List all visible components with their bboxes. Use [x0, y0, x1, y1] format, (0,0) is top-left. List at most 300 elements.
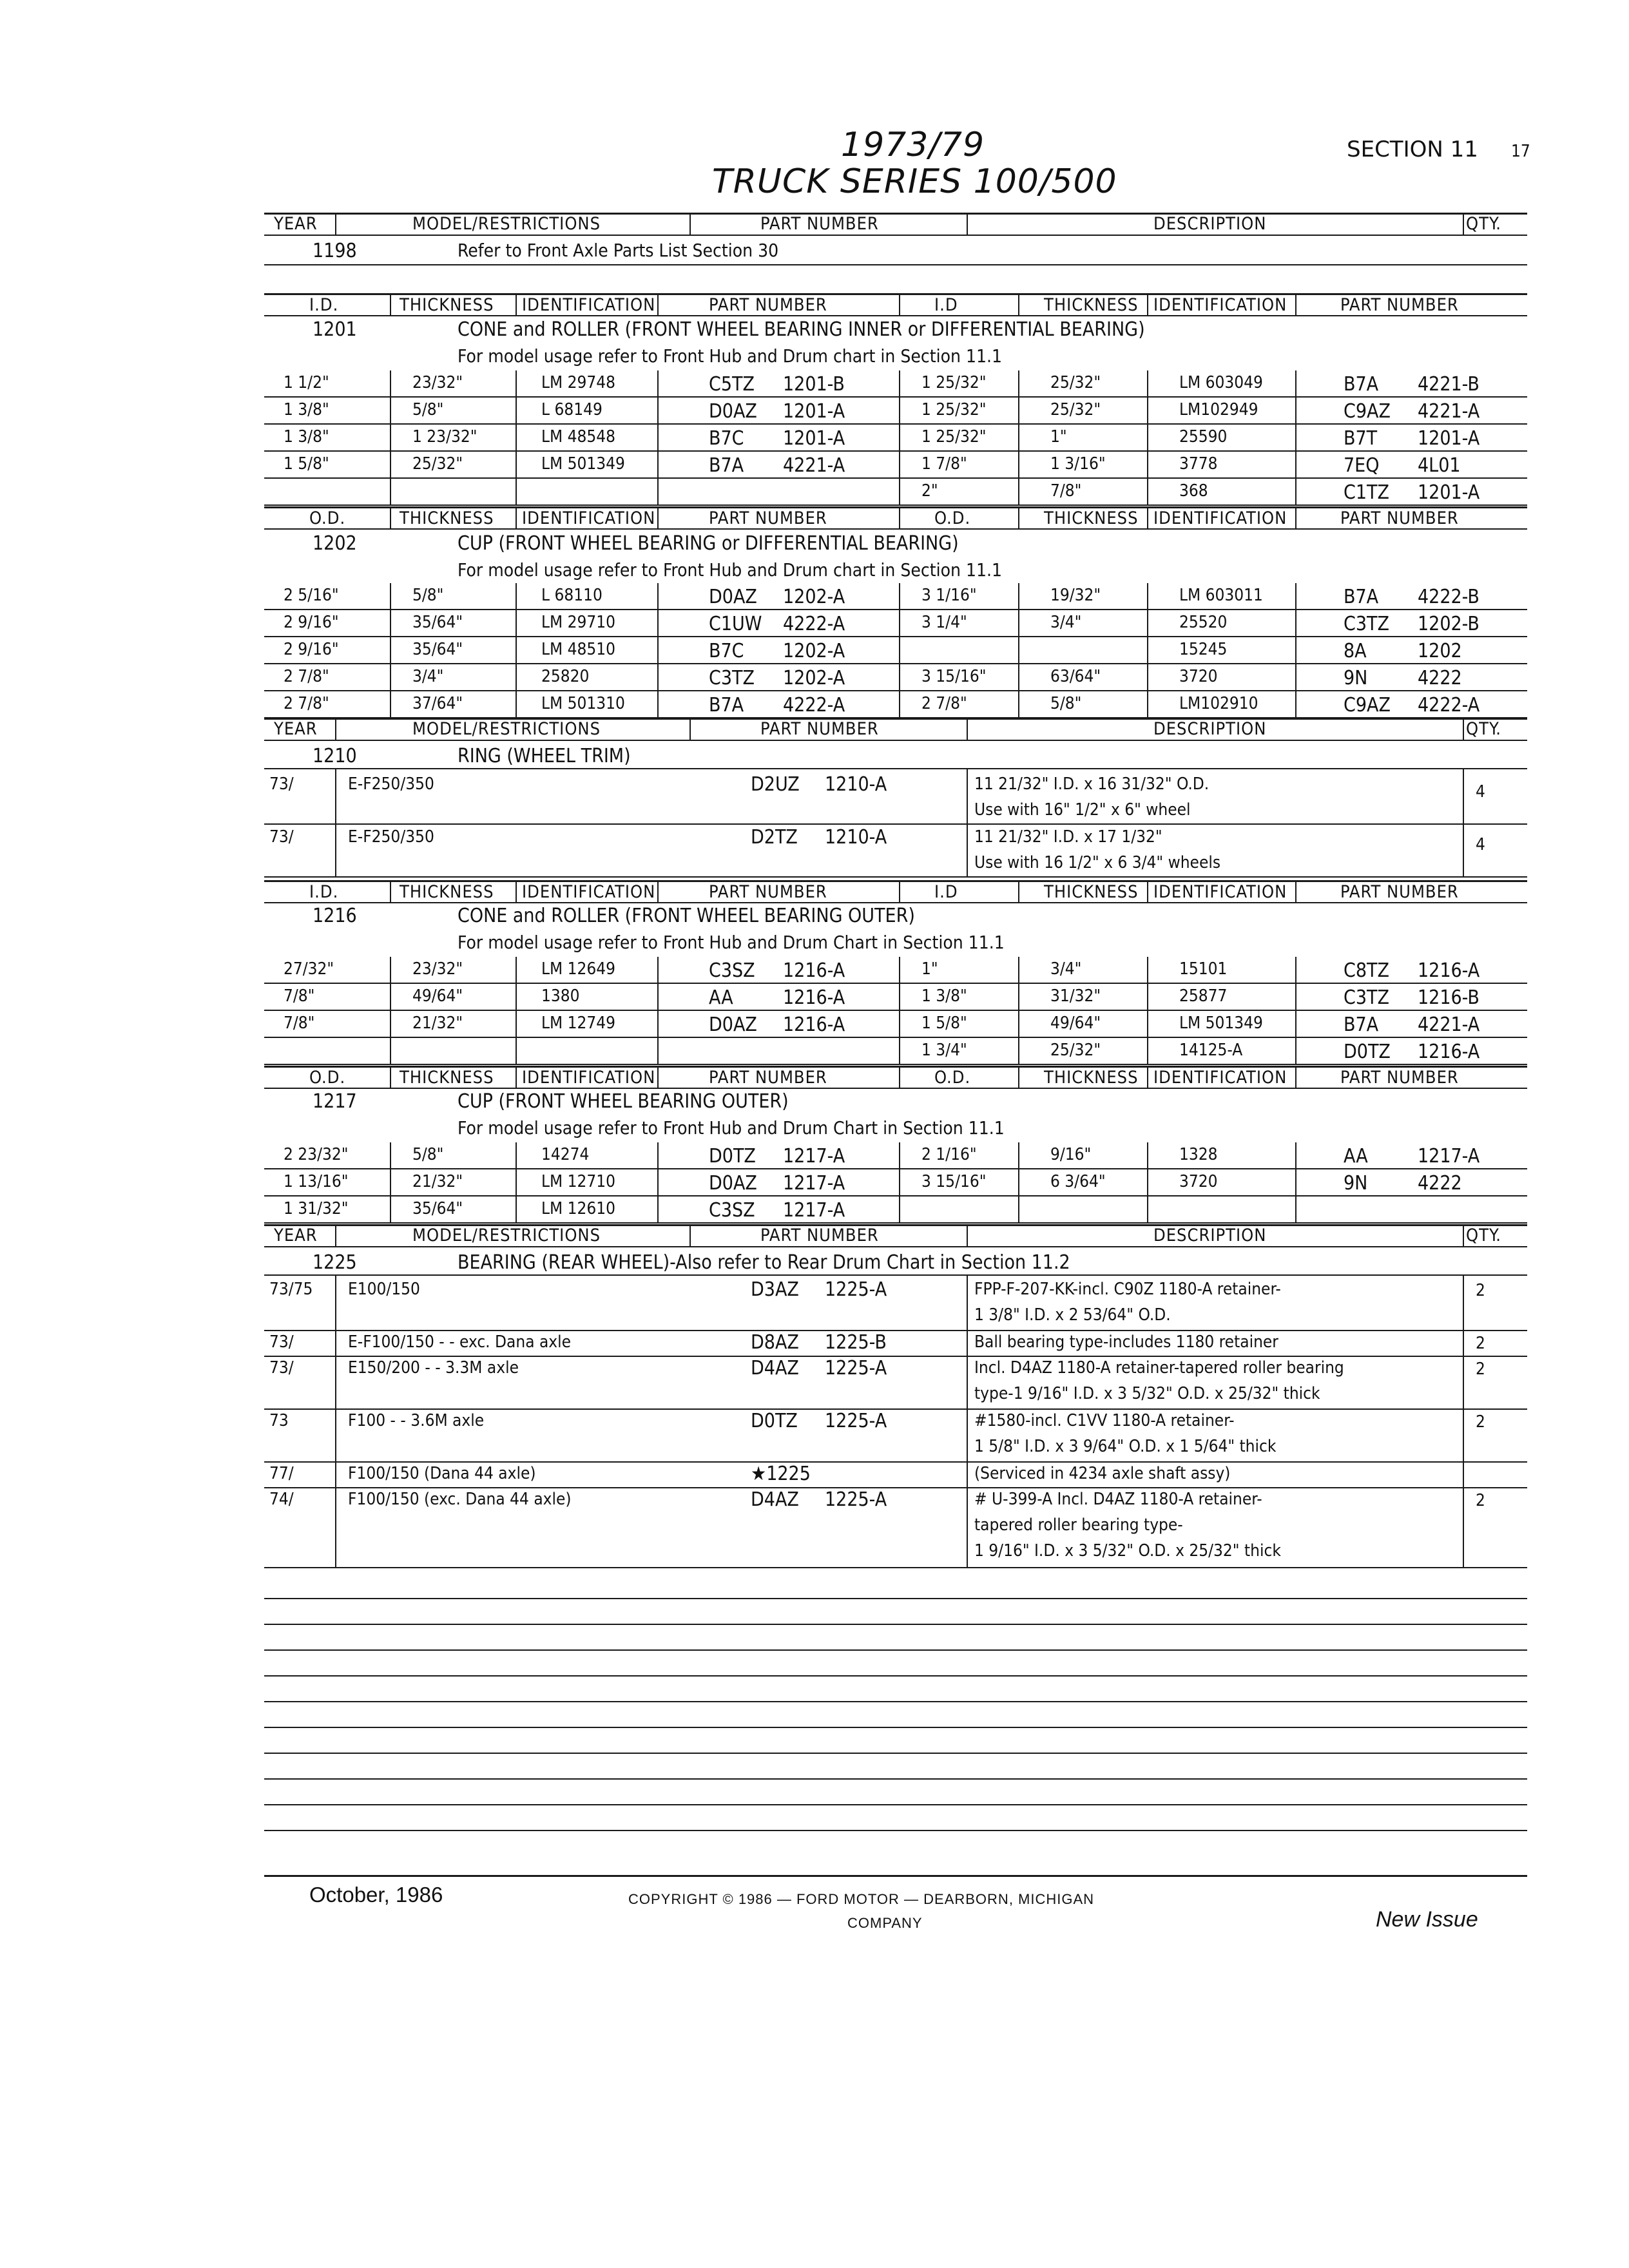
- description-line: 1 3/8" I.D. x 2 53/64" O.D.: [974, 1305, 1171, 1325]
- table-row: [264, 876, 1527, 878]
- bearing-cell: 1201-B: [783, 373, 845, 396]
- header-part-number: PART NUMBER: [760, 1225, 879, 1245]
- part-prefix: D2TZ: [751, 826, 798, 849]
- header-model: MODEL/RESTRICTIONS: [412, 1225, 601, 1245]
- qty-cell: 4: [1476, 835, 1485, 854]
- rule: [264, 1274, 1527, 1276]
- header-qty: QTY.: [1466, 1225, 1502, 1245]
- qty-cell: 4: [1476, 782, 1485, 802]
- bearing-cell: 1 13/16": [284, 1172, 349, 1191]
- bearing-cell: 9N: [1344, 1172, 1368, 1195]
- part-prefix: D2UZ: [751, 773, 800, 796]
- header-rule-bottom: [264, 235, 1527, 236]
- bearing-cell: 1216-B: [1418, 986, 1480, 1009]
- header-qty: QTY.: [1466, 214, 1502, 234]
- bearing-header-c6: THICKNESS: [1044, 1068, 1139, 1088]
- bearing-header-c2: THICKNESS: [400, 882, 494, 902]
- qty-cell: 2: [1476, 1281, 1485, 1300]
- bearing-header-c4: PART NUMBER: [709, 295, 827, 315]
- bearing-cell: LM102949: [1179, 400, 1258, 419]
- bearing-cell: 1216-A: [783, 986, 845, 1009]
- bearing-cell: 4L01: [1418, 454, 1461, 477]
- header-part-number: PART NUMBER: [760, 214, 879, 234]
- bearing-cell: AA: [709, 986, 733, 1009]
- table-row: [264, 1222, 1527, 1224]
- bearing-cell: 1380: [541, 986, 580, 1006]
- bearing-header-c3: IDENTIFICATION: [522, 295, 656, 315]
- bearing-cell: 1 3/8": [284, 427, 329, 447]
- bearing-header-c4: PART NUMBER: [709, 882, 827, 902]
- bearing-col-divider: [657, 1142, 659, 1224]
- bearing-cell: 1216-A: [783, 959, 845, 982]
- header-divider: [689, 1224, 691, 1246]
- bearing-col-divider: [1018, 583, 1019, 718]
- bearing-cell: 1 5/8": [921, 1014, 967, 1033]
- bearing-header-divider: [1295, 293, 1296, 315]
- footer-copyright: COPYRIGHT © 1986 — FORD MOTOR — DEARBORN, MICHIGAN: [628, 1891, 1095, 1907]
- bearing-header-divider: [657, 1066, 659, 1088]
- bearing-cell: 1201-A: [1418, 481, 1480, 504]
- bearing-cell: 9N: [1344, 667, 1368, 689]
- bearing-cell: LM 48510: [541, 640, 616, 659]
- bearing-cell: 25/32": [1050, 400, 1101, 419]
- bearing-header-divider: [390, 1066, 391, 1088]
- bearing-col-divider: [1295, 583, 1296, 718]
- blank-rule: [264, 1598, 1527, 1599]
- bearing-cell: 1328: [1179, 1145, 1218, 1164]
- bearing-header-c8: PART NUMBER: [1340, 295, 1459, 315]
- description-line: Use with 16 1/2" x 6 3/4" wheels: [974, 853, 1221, 872]
- bearing-cell: 3/4": [412, 667, 444, 686]
- bearing-cell: 31/32": [1050, 986, 1101, 1006]
- page-title-series: TRUCK SERIES 100/500: [712, 162, 1117, 201]
- bearing-cell: 25/32": [1050, 373, 1101, 392]
- header-divider: [335, 1224, 336, 1246]
- bearing-cell: D0AZ: [709, 586, 757, 608]
- bearing-cell: 5/8": [412, 400, 444, 419]
- bearing-cell: C3TZ: [1344, 613, 1389, 635]
- bearing-cell: 1216-A: [1418, 1041, 1480, 1063]
- bearing-cell: 35/64": [412, 640, 463, 659]
- group-number: 1216: [313, 905, 357, 927]
- bearing-col-divider: [1147, 957, 1148, 1065]
- bearing-header-rule-bottom: [264, 1088, 1527, 1089]
- year-cell: 73/: [269, 1358, 294, 1378]
- bearing-header-c7: IDENTIFICATION: [1153, 882, 1287, 902]
- bearing-col-divider: [516, 583, 517, 718]
- bearing-cell: 1201-A: [783, 427, 845, 450]
- blank-rule: [264, 1701, 1527, 1702]
- header-divider: [1463, 1224, 1464, 1246]
- bearing-cell: 3/4": [1050, 613, 1082, 632]
- bearing-header-divider: [899, 880, 900, 902]
- part-suffix: 1225-B: [825, 1331, 887, 1354]
- table-row: [264, 1356, 1527, 1357]
- part-prefix: D4AZ: [751, 1357, 799, 1379]
- bearing-header-c4: PART NUMBER: [709, 1068, 827, 1088]
- bearing-cell: B7C: [709, 427, 744, 450]
- bearing-cell: C3TZ: [709, 667, 755, 689]
- bearing-header-c5: I.D: [934, 295, 958, 315]
- bearing-col-divider: [899, 1142, 900, 1224]
- bearing-header-divider: [1018, 880, 1019, 902]
- group-number: 1202: [313, 532, 357, 555]
- part-suffix: 1225-A: [825, 1488, 887, 1511]
- bearing-col-divider: [516, 370, 517, 506]
- bearing-cell: 1201-A: [1418, 427, 1480, 450]
- model-cell: E-F250/350: [348, 827, 434, 847]
- column-divider: [1463, 768, 1464, 876]
- bearing-cell: 1217-A: [783, 1145, 845, 1168]
- bearing-header-divider: [899, 506, 900, 528]
- bearing-header-c5: O.D.: [934, 1068, 971, 1088]
- page-title-years: 1973/79: [841, 126, 985, 164]
- year-cell: 77/: [269, 1464, 294, 1483]
- bearing-cell: 8A: [1344, 640, 1367, 662]
- bearing-cell: 35/64": [412, 613, 463, 632]
- blank-rule: [264, 1830, 1527, 1831]
- bearing-header-c8: PART NUMBER: [1340, 508, 1459, 528]
- bearing-col-divider: [390, 583, 391, 718]
- qty-cell: 2: [1476, 1360, 1485, 1379]
- description-line: Ball bearing type-includes 1180 retainer: [974, 1332, 1278, 1352]
- bearing-cell: B7A: [709, 694, 744, 716]
- part-suffix: 1210-A: [825, 826, 887, 849]
- bearing-cell: 7/8": [1050, 481, 1082, 501]
- page-number: 17: [1511, 142, 1530, 161]
- column-divider: [967, 768, 968, 876]
- bearing-col-divider: [657, 957, 659, 1065]
- year-cell: 74/: [269, 1490, 294, 1509]
- bearing-cell: LM 501310: [541, 694, 625, 713]
- bearing-cell: 1 31/32": [284, 1199, 349, 1218]
- blank-rule: [264, 1649, 1527, 1651]
- bearing-cell: 15101: [1179, 959, 1228, 979]
- bearing-cell: 4221-A: [1418, 1014, 1480, 1036]
- bearing-header-c6: THICKNESS: [1044, 295, 1139, 315]
- description-line: tapered roller bearing type-: [974, 1515, 1183, 1535]
- bearing-cell: 21/32": [412, 1172, 463, 1191]
- part-suffix: 1225-A: [825, 1278, 887, 1301]
- group-number: 1225: [313, 1251, 357, 1274]
- description-line: 1 9/16" I.D. x 3 5/32" O.D. x 25/32" thick: [974, 1541, 1281, 1561]
- bearing-cell: 3720: [1179, 1172, 1218, 1191]
- bearing-cell: 7/8": [284, 1014, 315, 1033]
- rule: [264, 264, 1527, 265]
- bearing-col-divider: [1018, 1142, 1019, 1224]
- bearing-cell: 1": [1050, 427, 1067, 447]
- bearing-header-c3: IDENTIFICATION: [522, 508, 656, 528]
- bearing-cell: 1 3/4": [921, 1041, 967, 1060]
- bearing-header-divider: [1295, 506, 1296, 528]
- bearing-cell: LM 48548: [541, 427, 616, 447]
- bearing-cell: LM 12749: [541, 1014, 616, 1033]
- bearing-cell: 1": [921, 959, 938, 979]
- description-line: 11 21/32" I.D. x 16 31/32" O.D.: [974, 774, 1210, 794]
- qty-cell: 2: [1476, 1491, 1485, 1510]
- year-cell: 73: [269, 1411, 289, 1430]
- bearing-cell: 15245: [1179, 640, 1228, 659]
- model-cell: F100 - - 3.6M axle: [348, 1411, 485, 1430]
- footer-copyright-company: COMPANY: [847, 1915, 923, 1931]
- bearing-cell: 21/32": [412, 1014, 463, 1033]
- bearing-cell: LM 603011: [1179, 586, 1263, 605]
- bearing-header-divider: [1147, 1066, 1148, 1088]
- bearing-header-c2: THICKNESS: [400, 508, 494, 528]
- bearing-cell: 368: [1179, 481, 1208, 501]
- bearing-cell: LM 603049: [1179, 373, 1263, 392]
- bearing-cell: C8TZ: [1344, 959, 1389, 982]
- bearing-cell: 4222: [1418, 1172, 1462, 1195]
- bearing-cell: D0TZ: [709, 1145, 756, 1168]
- bearing-col-divider: [1147, 1142, 1148, 1224]
- bearing-cell: 49/64": [1050, 1014, 1101, 1033]
- qty-cell: 2: [1476, 1412, 1485, 1432]
- column-divider: [335, 1274, 336, 1567]
- header-divider: [967, 213, 968, 235]
- bearing-cell: B7A: [709, 454, 744, 477]
- bearing-header-divider: [390, 506, 391, 528]
- bearing-cell: 25877: [1179, 986, 1228, 1006]
- bearing-cell: LM 12649: [541, 959, 616, 979]
- bearing-col-divider: [899, 583, 900, 718]
- bearing-col-divider: [390, 1142, 391, 1224]
- header-divider: [335, 213, 336, 235]
- bearing-cell: 2 7/8": [284, 694, 329, 713]
- description-line: 1 5/8" I.D. x 3 9/64" O.D. x 1 5/64" thick: [974, 1437, 1277, 1456]
- bearing-cell: 1 25/32": [921, 400, 987, 419]
- bearing-cell: 1202-B: [1418, 613, 1480, 635]
- bearing-cell: 3720: [1179, 667, 1218, 686]
- year-cell: 73/: [269, 774, 294, 794]
- bearing-cell: 1 3/8": [921, 986, 967, 1006]
- bearing-cell: 1202-A: [783, 586, 845, 608]
- table-row: [264, 1010, 1527, 1011]
- bearing-cell: C1TZ: [1344, 481, 1389, 504]
- bearing-cell: LM 29710: [541, 613, 616, 632]
- table-row: [264, 1461, 1527, 1463]
- bearing-cell: 7EQ: [1344, 454, 1380, 477]
- bearing-header-rule-bottom: [264, 528, 1527, 530]
- bearing-cell: 25820: [541, 667, 590, 686]
- bearing-cell: 19/32": [1050, 586, 1101, 605]
- bearing-cell: 1202-A: [783, 640, 845, 662]
- description-line: (Serviced in 4234 axle shaft assy): [974, 1464, 1231, 1483]
- part-prefix: ★1225: [751, 1463, 811, 1485]
- bearing-cell: C3SZ: [709, 1199, 755, 1222]
- header-qty: QTY.: [1466, 719, 1502, 739]
- header-year: YEAR: [274, 719, 318, 739]
- bearing-header-divider: [516, 293, 517, 315]
- bearing-header-rule-bottom: [264, 902, 1527, 903]
- column-divider: [1463, 1274, 1464, 1567]
- header-year: YEAR: [274, 1225, 318, 1245]
- header-description: DESCRIPTION: [1153, 1225, 1267, 1245]
- bearing-cell: 2 5/16": [284, 586, 339, 605]
- bearing-header-c1: O.D.: [309, 1068, 346, 1088]
- bearing-cell: B7A: [1344, 1014, 1379, 1036]
- bearing-cell: 2 7/8": [921, 694, 967, 713]
- bearing-cell: C5TZ: [709, 373, 755, 396]
- group-number: 1210: [313, 745, 357, 767]
- group-name: RING (WHEEL TRIM): [458, 745, 631, 767]
- header-divider: [335, 718, 336, 740]
- description-line: #1580-incl. C1VV 1180-A retainer-: [974, 1411, 1235, 1430]
- bearing-cell: 1 5/8": [284, 454, 329, 474]
- group-note: For model usage refer to Front Hub and Drum chart in Section 11.1: [458, 345, 1003, 367]
- bearing-col-divider: [899, 370, 900, 506]
- table-row: [264, 609, 1527, 610]
- table-row: [264, 1487, 1527, 1488]
- blank-rule: [264, 1624, 1527, 1625]
- description-line: type-1 9/16" I.D. x 3 5/32" O.D. x 25/32" thick: [974, 1384, 1320, 1403]
- part-prefix: D4AZ: [751, 1488, 799, 1511]
- qty-cell: 2: [1476, 1334, 1485, 1353]
- bearing-header-divider: [1018, 506, 1019, 528]
- bearing-cell: D0AZ: [709, 400, 757, 423]
- bearing-cell: 1217-A: [783, 1199, 845, 1222]
- blank-rule: [264, 1675, 1527, 1677]
- bearing-cell: 63/64": [1050, 667, 1101, 686]
- bearing-cell: 25/32": [412, 454, 463, 474]
- bearing-cell: B7T: [1344, 427, 1378, 450]
- bearing-header-c1: I.D.: [309, 295, 339, 315]
- blank-rule: [264, 1753, 1527, 1754]
- table-row: [264, 1408, 1527, 1410]
- header-divider: [1463, 718, 1464, 740]
- bearing-header-rule-bottom: [264, 315, 1527, 316]
- table-row: [264, 1330, 1527, 1331]
- bearing-cell: 1 1/2": [284, 373, 329, 392]
- bearing-header-c8: PART NUMBER: [1340, 882, 1459, 902]
- table-row: [264, 636, 1527, 637]
- table-row: [264, 1037, 1527, 1038]
- bearing-header-c1: I.D.: [309, 882, 339, 902]
- bearing-cell: AA: [1344, 1145, 1368, 1168]
- bearing-cell: 4222-B: [1418, 586, 1480, 608]
- group-note: For model usage refer to Front Hub and Drum Chart in Section 11.1: [458, 1117, 1005, 1139]
- bearing-cell: LM102910: [1179, 694, 1258, 713]
- bearing-cell: 14274: [541, 1145, 590, 1164]
- header-divider: [1463, 213, 1464, 235]
- header-year: YEAR: [274, 214, 318, 234]
- bearing-cell: 49/64": [412, 986, 463, 1006]
- bearing-header-divider: [899, 1066, 900, 1088]
- bearing-cell: 1202-A: [783, 667, 845, 689]
- description-line: 11 21/32" I.D. x 17 1/32": [974, 827, 1162, 847]
- bearing-col-divider: [899, 957, 900, 1065]
- bearing-cell: 3778: [1179, 454, 1218, 474]
- part-prefix: D8AZ: [751, 1331, 799, 1354]
- bearing-cell: 25520: [1179, 613, 1228, 632]
- table-row: [264, 450, 1527, 452]
- header-rule-bottom: [264, 740, 1527, 741]
- model-cell: E150/200 - - 3.3M axle: [348, 1358, 519, 1378]
- table-row: [264, 823, 1527, 825]
- part-suffix: 1225-A: [825, 1357, 887, 1379]
- bearing-cell: 7/8": [284, 986, 315, 1006]
- header-part-number: PART NUMBER: [760, 719, 879, 739]
- header-model: MODEL/RESTRICTIONS: [412, 719, 601, 739]
- blank-rule: [264, 1804, 1527, 1805]
- bearing-cell: C9AZ: [1344, 400, 1391, 423]
- bearing-cell: 4221-A: [1418, 400, 1480, 423]
- header-divider: [967, 718, 968, 740]
- bearing-cell: 4222: [1418, 667, 1462, 689]
- group-number: 1201: [313, 318, 357, 341]
- model-cell: F100/150 (Dana 44 axle): [348, 1464, 536, 1483]
- bearing-col-divider: [1147, 370, 1148, 506]
- bearing-header-c8: PART NUMBER: [1340, 1068, 1459, 1088]
- bearing-col-divider: [1147, 583, 1148, 718]
- bearing-cell: 2 1/16": [921, 1145, 977, 1164]
- model-cell: E-F250/350: [348, 774, 434, 794]
- bearing-cell: 4222-A: [1418, 694, 1480, 716]
- group-name: BEARING (REAR WHEEL)-Also refer to Rear Drum Chart in Section 11.2: [458, 1251, 1070, 1274]
- bearing-header-divider: [1147, 880, 1148, 902]
- bearing-cell: 2 9/16": [284, 640, 339, 659]
- section-label: SECTION 11: [1347, 137, 1478, 162]
- group-name: CONE and ROLLER (FRONT WHEEL BEARING INNER or DIFFERENTIAL BEARING): [458, 318, 1145, 341]
- bearing-header-c1: O.D.: [309, 508, 346, 528]
- header-divider: [967, 1224, 968, 1246]
- bearing-cell: LM 12610: [541, 1199, 616, 1218]
- bearing-cell: 1 3/8": [284, 400, 329, 419]
- bearing-cell: LM 501349: [541, 454, 625, 474]
- bearing-cell: 5/8": [1050, 694, 1082, 713]
- part-prefix: D3AZ: [751, 1278, 799, 1301]
- bearing-header-c3: IDENTIFICATION: [522, 1068, 656, 1088]
- model-cell: E-F100/150 - - exc. Dana axle: [348, 1332, 572, 1352]
- bearing-col-divider: [657, 370, 659, 506]
- bearing-cell: 4222-A: [783, 613, 845, 635]
- bearing-header-divider: [390, 293, 391, 315]
- bearing-header-divider: [657, 506, 659, 528]
- bearing-cell: 25/32": [1050, 1041, 1101, 1060]
- bearing-cell: 1217-A: [1418, 1145, 1480, 1168]
- group-number: 1198: [313, 240, 357, 262]
- table-row: [264, 396, 1527, 398]
- bearing-header-divider: [390, 880, 391, 902]
- bearing-cell: 1 7/8": [921, 454, 967, 474]
- bearing-col-divider: [390, 957, 391, 1065]
- bearing-cell: 3/4": [1050, 959, 1082, 979]
- bearing-cell: 3 15/16": [921, 667, 987, 686]
- bearing-cell: D0AZ: [709, 1172, 757, 1195]
- group-number: 1217: [313, 1090, 357, 1113]
- bearing-header-divider: [1295, 880, 1296, 902]
- bearing-header-c3: IDENTIFICATION: [522, 882, 656, 902]
- bearing-cell: 1 25/32": [921, 373, 987, 392]
- bearing-cell: 2 7/8": [284, 667, 329, 686]
- bearing-cell: 1201-A: [783, 400, 845, 423]
- model-cell: E100/150: [348, 1280, 420, 1299]
- bearing-cell: 2 9/16": [284, 613, 339, 632]
- description-line: # U-399-A Incl. D4AZ 1180-A retainer-: [974, 1490, 1262, 1509]
- table-row: [264, 423, 1527, 425]
- blank-rule: [264, 1727, 1527, 1728]
- bearing-cell: C3SZ: [709, 959, 755, 982]
- bearing-cell: 1202: [1418, 640, 1462, 662]
- bearing-header-divider: [516, 506, 517, 528]
- bearing-cell: 1216-A: [1418, 959, 1480, 982]
- bearing-cell: L 68110: [541, 586, 602, 605]
- table-row: [264, 1168, 1527, 1169]
- group-note: For model usage refer to Front Hub and Drum chart in Section 11.1: [458, 559, 1003, 581]
- bearing-cell: 9/16": [1050, 1145, 1092, 1164]
- footer-date: October, 1986: [309, 1883, 443, 1907]
- bearing-header-divider: [1295, 1066, 1296, 1088]
